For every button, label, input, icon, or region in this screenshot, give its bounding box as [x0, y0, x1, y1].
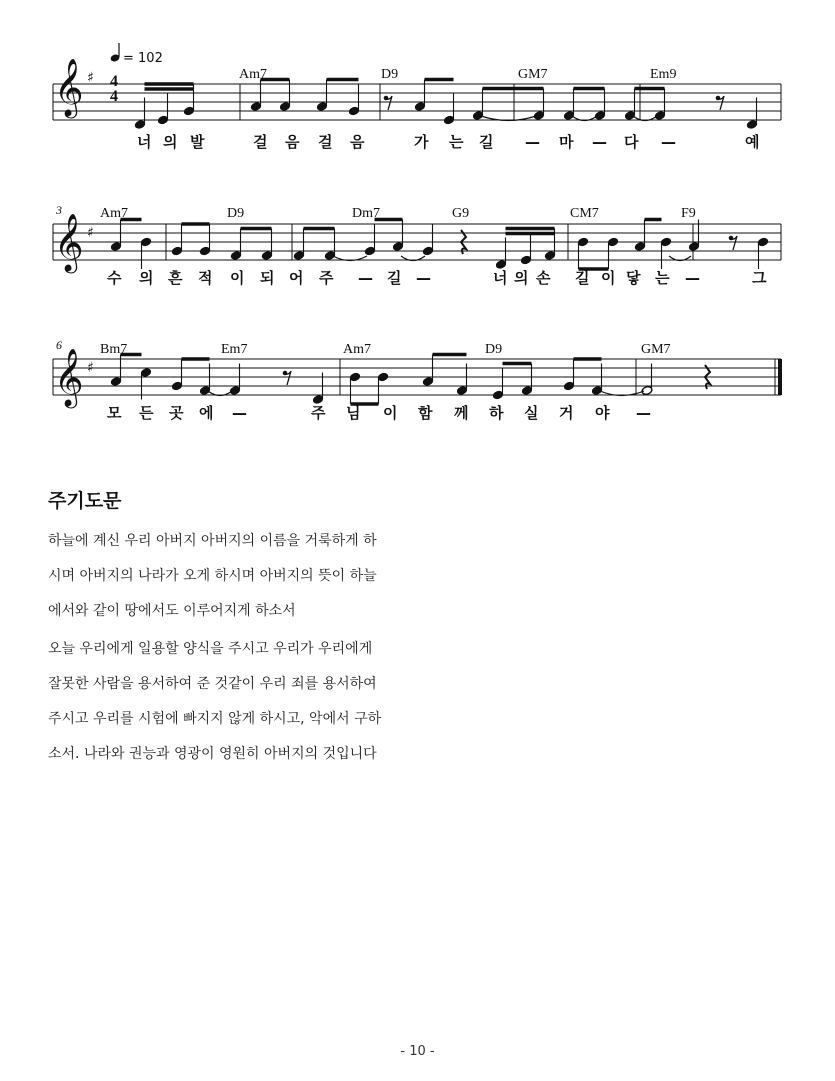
lyric-syllable: 거: [559, 404, 574, 422]
chord-symbol: Dm7: [352, 206, 380, 221]
final-barline: [778, 359, 782, 395]
time-signature-bottom: 4: [110, 88, 118, 105]
staff-system-3: [53, 338, 782, 422]
lyric-syllable: 실: [524, 404, 539, 422]
lyric-syllable: 되: [260, 269, 275, 287]
lyric-syllable: —: [358, 269, 373, 287]
prayer-line: 하늘에 계신 우리 아버지 아버지의 이름을 거룩하게 하: [48, 533, 377, 549]
chord-symbol: Am7: [100, 206, 128, 221]
lyric-syllable: 의: [163, 133, 178, 151]
lyric-syllable: 발: [190, 133, 205, 151]
lyric-syllable: 너: [493, 269, 508, 287]
lyric-syllable: —: [525, 133, 540, 151]
chord-symbol: Em7: [221, 342, 248, 357]
lyric-syllable: 손: [536, 269, 551, 287]
lyric-syllable: —: [685, 269, 700, 287]
lyric-syllable: —: [661, 133, 676, 151]
prayer-line: 오늘 우리에게 일용할 양식을 주시고 우리가 우리에게: [48, 641, 373, 657]
chord-symbol: F9: [681, 206, 696, 221]
lyric-syllable: 닿: [626, 269, 641, 287]
prayer-paragraph-2: [48, 632, 408, 772]
lyric-syllable: 에: [199, 404, 214, 422]
prayer-line: 에서와 같이 땅에서도 이루어지게 하소서: [48, 603, 296, 619]
lyric-syllable: 걸: [318, 133, 333, 151]
prayer-line: 주시고 우리를 시험에 빠지지 않게 하시고, 악에서 구하: [48, 711, 382, 727]
key-signature-sharp-icon: ♯: [87, 360, 94, 376]
lyric-syllable: —: [416, 269, 431, 287]
lyric-syllable: 그: [752, 269, 767, 287]
lyric-syllable: 곳: [169, 404, 184, 422]
lyric-syllable: 든: [139, 404, 154, 422]
chord-symbol: GM7: [518, 67, 548, 82]
lyric-syllable: 길: [387, 269, 402, 287]
lyric-syllable: 의: [139, 269, 154, 287]
lyric-syllable: 가: [414, 133, 429, 151]
lyric-syllable: 이: [601, 269, 616, 287]
lyric-syllable: —: [592, 133, 607, 151]
lyric-syllable: 길: [575, 269, 590, 287]
chord-symbol: Am7: [239, 67, 267, 82]
prayer-line: 소서. 나라와 권능과 영광이 영원히 아버지의 것입니다: [48, 746, 377, 762]
lyric-syllable: 하: [489, 404, 504, 422]
lyric-syllable: 는: [449, 133, 464, 151]
lyric-syllable: 주: [319, 269, 334, 287]
lyric-syllable: 이: [230, 269, 245, 287]
lyric-syllable: 함: [418, 404, 433, 422]
lead-sheet-score: [0, 0, 835, 450]
treble-clef-icon: 𝄞: [54, 58, 84, 116]
section-title: 주기도문: [48, 490, 122, 512]
lyric-syllable: 는: [655, 269, 670, 287]
lyric-syllable: 음: [285, 133, 300, 151]
lyric-syllable: 이: [383, 404, 398, 422]
staff-system-1: [53, 58, 781, 151]
key-signature-sharp-icon: ♯: [87, 225, 94, 241]
lyric-syllable: 주: [311, 404, 326, 422]
lyric-syllable: 적: [198, 269, 213, 287]
prayer-line: 잘못한 사람을 용서하여 준 것같이 우리 죄를 용서하여: [48, 676, 377, 692]
chord-symbol: GM7: [641, 342, 671, 357]
lyric-syllable: 너: [137, 133, 152, 151]
key-signature-sharp-icon: ♯: [87, 70, 94, 86]
lyric-syllable: 음: [350, 133, 365, 151]
lyric-syllable: 어: [289, 269, 304, 287]
lyric-syllable: 흔: [168, 269, 183, 287]
lyric-syllable: 의: [514, 269, 529, 287]
measure-number: 3: [56, 203, 62, 217]
prayer-paragraph-1: [48, 524, 408, 629]
chord-symbol: CM7: [570, 206, 599, 221]
lyric-syllable: 마: [559, 133, 574, 151]
lyric-syllable: 길: [479, 133, 494, 151]
lyric-syllable: 수: [107, 269, 122, 287]
treble-clef-icon: 𝄞: [54, 213, 84, 271]
tempo-text: = 102: [123, 51, 163, 66]
chord-symbol: D9: [485, 342, 503, 357]
chord-symbol: Em9: [650, 67, 677, 82]
chord-symbol: G9: [452, 206, 470, 221]
lyric-syllable: —: [636, 404, 651, 422]
chord-symbol: D9: [381, 67, 399, 82]
lyric-syllable: 예: [745, 133, 760, 151]
tempo-marking: [110, 43, 163, 66]
chord-symbol: Am7: [343, 342, 371, 357]
time-signature-top: 4: [110, 73, 118, 90]
prayer-line: 시며 아버지의 나라가 오게 하시며 아버지의 뜻이 하늘: [48, 568, 377, 584]
lyric-syllable: 께: [454, 404, 469, 422]
lyric-syllable: 야: [595, 404, 610, 422]
measure-number: 6: [56, 338, 62, 352]
lyric-syllable: 걸: [253, 133, 268, 151]
treble-clef-icon: 𝄞: [54, 348, 84, 406]
page-number: - 10 -: [400, 1044, 435, 1059]
chord-symbol: D9: [227, 206, 245, 221]
lyric-syllable: —: [232, 404, 247, 422]
chord-symbol: Bm7: [100, 342, 128, 357]
staff-system-2: [53, 203, 781, 287]
lyric-syllable: 님: [346, 404, 361, 422]
lyric-syllable: 다: [624, 133, 639, 151]
lyric-syllable: 모: [107, 404, 122, 422]
